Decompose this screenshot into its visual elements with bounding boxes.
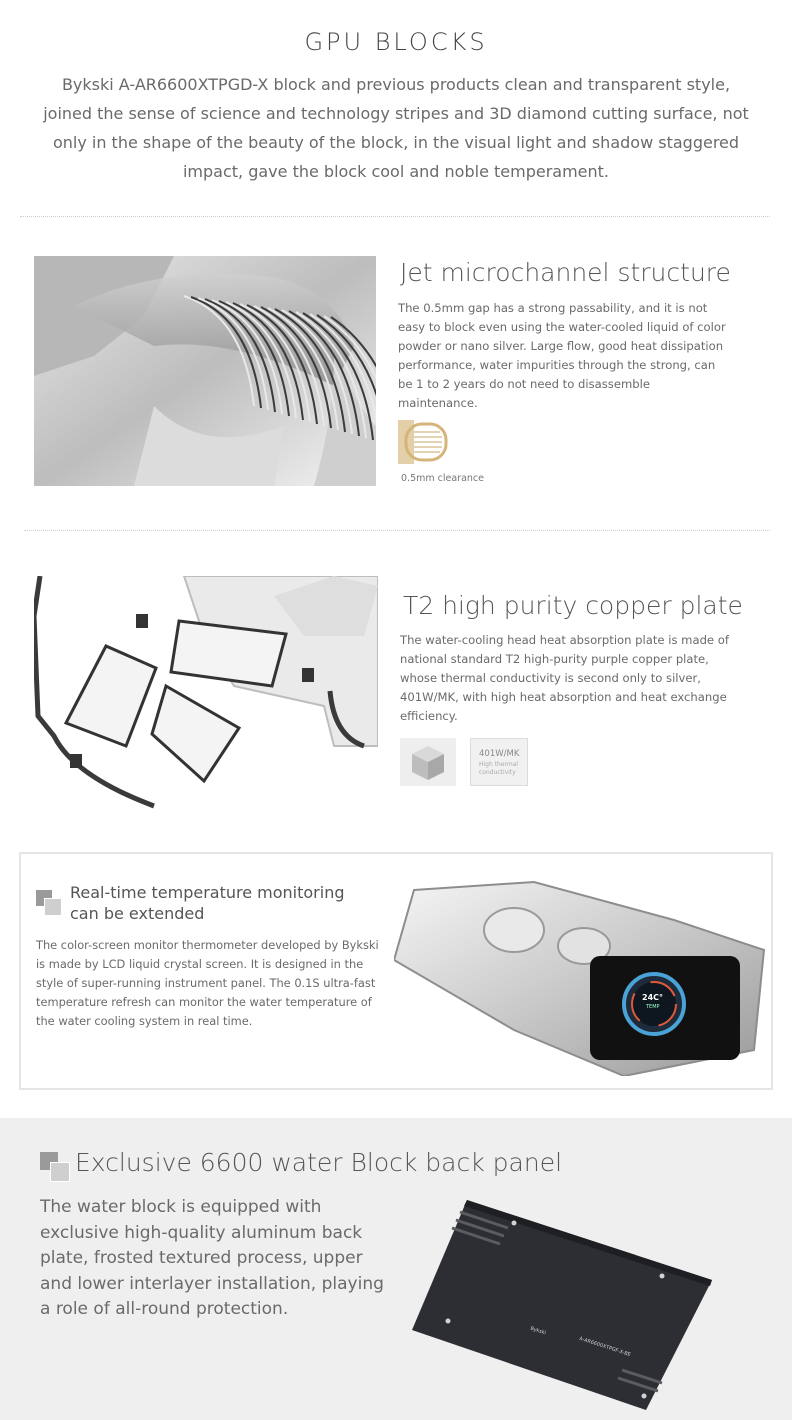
temperature-title: Real-time temperature monitoring can be extended <box>70 883 345 923</box>
plate-model-label: A-AR6600XTPGF-X-BE <box>578 1335 632 1359</box>
thermal-conductivity-badge <box>470 738 528 786</box>
feature-square-icon <box>40 1152 68 1178</box>
conductivity-value: 401W/MK <box>479 749 520 759</box>
clearance-caption: 0.5mm clearance <box>401 473 484 484</box>
conductivity-caption: High thermal conductivity <box>479 761 519 776</box>
backpanel-body: The water block is equipped with exclusive high-quality aluminum back plate, frosted textured process, upper and lower interlayer installation, playing a role of all-round protection. <box>40 1197 384 1319</box>
backpanel-title: Exclusive 6600 water Block back panel <box>75 1148 563 1177</box>
thermometer-block-photo <box>394 880 766 1076</box>
intro-paragraph: Bykski A-AR6600XTPGD-X block and previous products clean and transparent style, joined the sense of science and technology stripes and 3D diamond cutting surface, not only in the shape of the beauty of the block, in the visual light and shadow staggered impact, gave the block cool and noble temperament. <box>43 75 749 181</box>
plate-brand-label: Bykski <box>529 1325 547 1337</box>
backplate-photo <box>412 1200 714 1410</box>
temperature-body: The color-screen monitor thermometer developed by Bykski is made by LCD liquid crystal screen. It is designed in the style of super-running instrument panel. The 0.1S ultra-fast temperature refresh can monitor the water temperature of the water cooling system in real time. <box>36 938 379 1028</box>
feature-square-icon <box>36 890 62 912</box>
jet-title: Jet microchannel structure <box>400 258 731 287</box>
copper-plate-photo <box>34 576 378 810</box>
copper-title: T2 high purity copper plate <box>403 591 743 620</box>
divider <box>24 530 770 531</box>
microchannel-photo <box>34 256 376 486</box>
screen-label: TEMP <box>646 1004 660 1010</box>
page-title: GPU BLOCKS <box>304 28 488 56</box>
cube-icon <box>400 738 456 786</box>
divider <box>20 216 770 217</box>
microchannel-icon <box>398 420 448 464</box>
copper-body: The water-cooling head heat absorption plate is made of national standard T2 high-purity purple copper plate, whose thermal conductivity is second only to silver, 401W/MK, with high heat absorption and heat exchange efficiency. <box>400 633 729 723</box>
screen-temperature: 24C° <box>642 993 664 1002</box>
jet-body: The 0.5mm gap has a strong passability, and it is not easy to block even using the water-cooled liquid of color powder or nano silver. Large flow, good heat dissipation performance, water impurities through the strong, can be 1 to 2 years do not need to disassemble maintenance. <box>398 301 726 410</box>
